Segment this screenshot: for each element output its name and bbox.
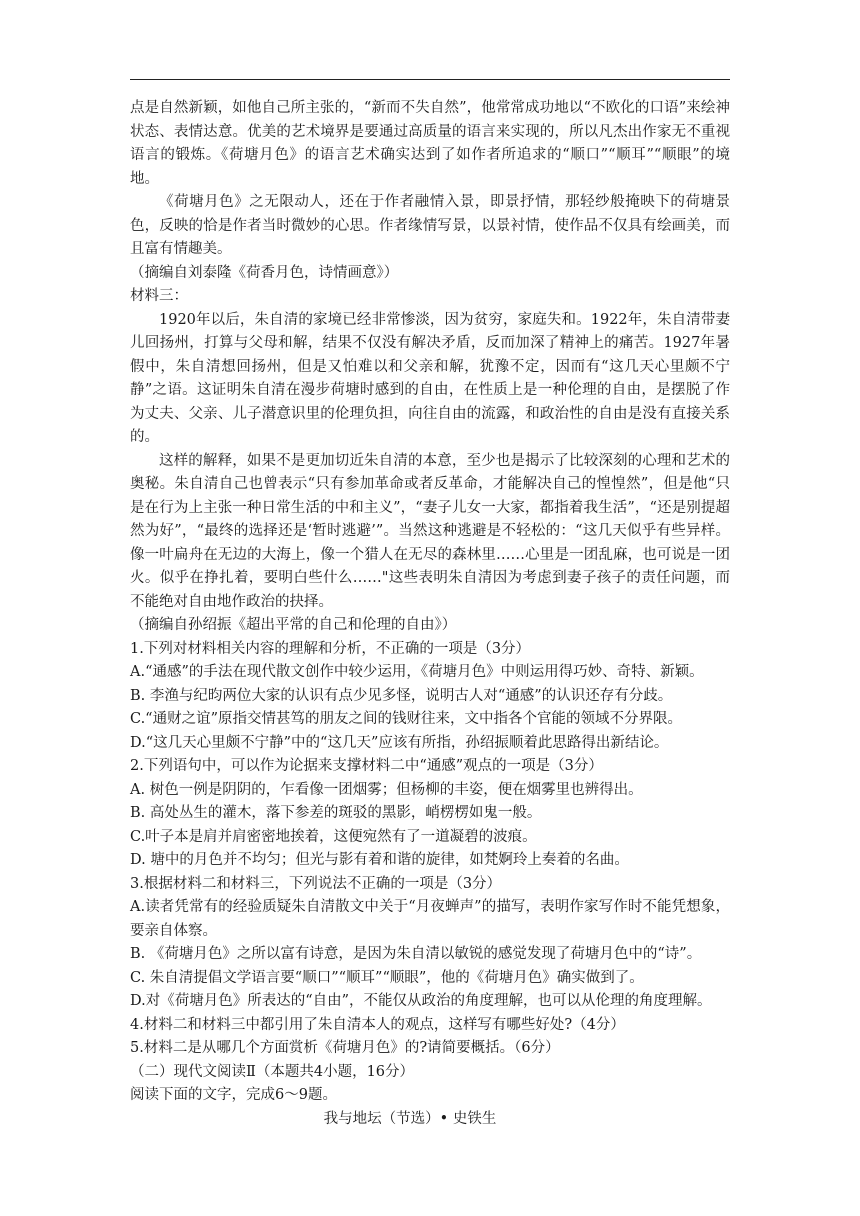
article-title: 我与地坛（节选）• 史铁生	[323, 1110, 497, 1127]
option: C. 朱自清提倡文学语言要“顺口”“顺耳”“顺眼”，他的《荷塘月色》确实做到了。	[130, 969, 644, 986]
option: D.“这几天心里颇不宁静”中的“这几天”应该有所指，孙绍振顺着此思路得出新结论。	[130, 734, 669, 751]
option: D.对《荷塘月色》所表达的“自由”，不能仅从政治的角度理解，也可以从伦理的角度理解。	[130, 993, 712, 1009]
option: B. 《荷塘月色》之所以富有诗意，是因为朱自清以敏锐的感觉发现了荷塘月色中的“诗”。	[130, 946, 702, 962]
instruction: 阅读下面的文字，完成6～9题。	[130, 1087, 337, 1103]
question: 2.下列语句中，可以作为论据来支撑材料二中“通感”观点的一项是（3分）	[130, 758, 603, 774]
section-heading: （二）现代文阅读Ⅱ（本题共4小题，16分）	[130, 1063, 415, 1080]
paragraph: 点是自然新颖，如他自己所主张的，“新而不失自然”，他常常成功地以“不欧化的口语”来绘神状态、表情达意。优美的艺术境界是要通过高质量的语言来实现的，所以凡杰出作家无不重视语言的锻炼。《荷塘月色》的语言艺术确实达到了如作者所追求的“顺口”“顺耳”“顺眼”的境地。	[130, 100, 730, 187]
option: A.“通感”的手法在现代散文创作中较少运用，《荷塘月色》中则运用得巧妙、奇特、新颖。	[130, 664, 704, 680]
source-note: （摘编自孙绍振《超出平常的自己和伦理的自由》）	[130, 617, 457, 633]
question: 5.材料二是从哪几个方面赏析《荷塘月色》的?请简要概括。（6分）	[130, 1040, 560, 1056]
option: A.读者凭常有的经验质疑朱自清散文中关于“月夜蝉声”的描写，表明作家写作时不能凭想象，要亲自体察。	[130, 899, 730, 939]
paragraph: 这样的解释，如果不是更加切近朱自清的本意，至少也是揭示了比较深刻的心理和艺术的奥秘。朱自清自己也曾表示“只有参加革命或者反革命，才能解决自己的惶惶然”，但是他“只是在行为上主张一种日常生活的中和主义”，“妻子儿女一大家，都指着我生活”，“还是别提超然为好”，“最终的选择还是‘暂时逃避’”。当然这种逃避是不轻松的：“这几天似乎有些异样。像一叶扁舟在无边的大海上，像一个猎人在无尽的森林里……心里是一团乱麻，也可说是一团火。似乎在挣扎着，要明白些什么……"这些表明朱自清因为考虑到妻子孩子的责任问题，而不能绝对自由地作政治的抉择。	[130, 452, 730, 610]
paragraph: 《荷塘月色》之无限动人，还在于作者融情入景，即景抒情，那轻纱般掩映下的荷塘景色，反映的恰是作者当时微妙的心思。作者缘情写景，以景衬情，使作品不仅具有绘画美，而且富有情趣美。	[130, 194, 730, 257]
question: 1.下列对材料相关内容的理解和分析，不正确的一项是（3分）	[130, 640, 531, 657]
question: 3.根据材料二和材料三，下列说法不正确的一项是（3分）	[130, 875, 502, 892]
option: C.叶子本是肩并肩密密地挨着，这便宛然有了一道凝碧的波痕。	[130, 828, 537, 845]
section-label: 材料三：	[130, 288, 188, 304]
paragraph: 1920年以后，朱自清的家境已经非常惨淡，因为贫穷，家庭失和。1922年，朱自清带妻儿回扬州，打算与父母和解，结果不仅没有解决矛盾，反而加深了精神上的痛苦。1927年暑假中，朱自清想回扬州，但是又怕难以和父亲和解，犹豫不定，因而有“这几天心里颇不宁静”之语。这证明朱自清在漫步荷塘时感到的自由，在性质上是一种伦理的自由，是摆脱了作为丈夫、父亲、儿子潜意识里的伦理负担，向往自由的流露，和政治性的自由是没有直接关系的。	[130, 311, 730, 445]
document-body	[130, 97, 730, 1131]
header-rule	[130, 79, 730, 80]
option: B. 高处丛生的灌木，落下参差的斑驳的黑影，峭楞楞如鬼一般。	[130, 805, 542, 821]
option: C.“通财之谊”原指交情甚笃的朋友之间的钱财往来，文中指各个官能的领域不分界限。	[130, 711, 683, 727]
source-note: （摘编自刘泰隆《荷香月色，诗情画意》）	[130, 264, 399, 281]
option: A. 树色一例是阴阴的，乍看像一团烟雾；但杨柳的丰姿，便在烟雾里也辨得出。	[130, 781, 643, 798]
question: 4.材料二和材料三中都引用了朱自清本人的观点，这样写有哪些好处?（4分）	[130, 1016, 625, 1033]
option: B. 李渔与纪昀两位大家的认识有点少见多怪，说明古人对“通感”的认识还存有分歧。	[130, 687, 673, 704]
option: D. 塘中的月色并不均匀；但光与影有着和谐的旋律，如梵婀玲上奏着的名曲。	[130, 852, 629, 868]
